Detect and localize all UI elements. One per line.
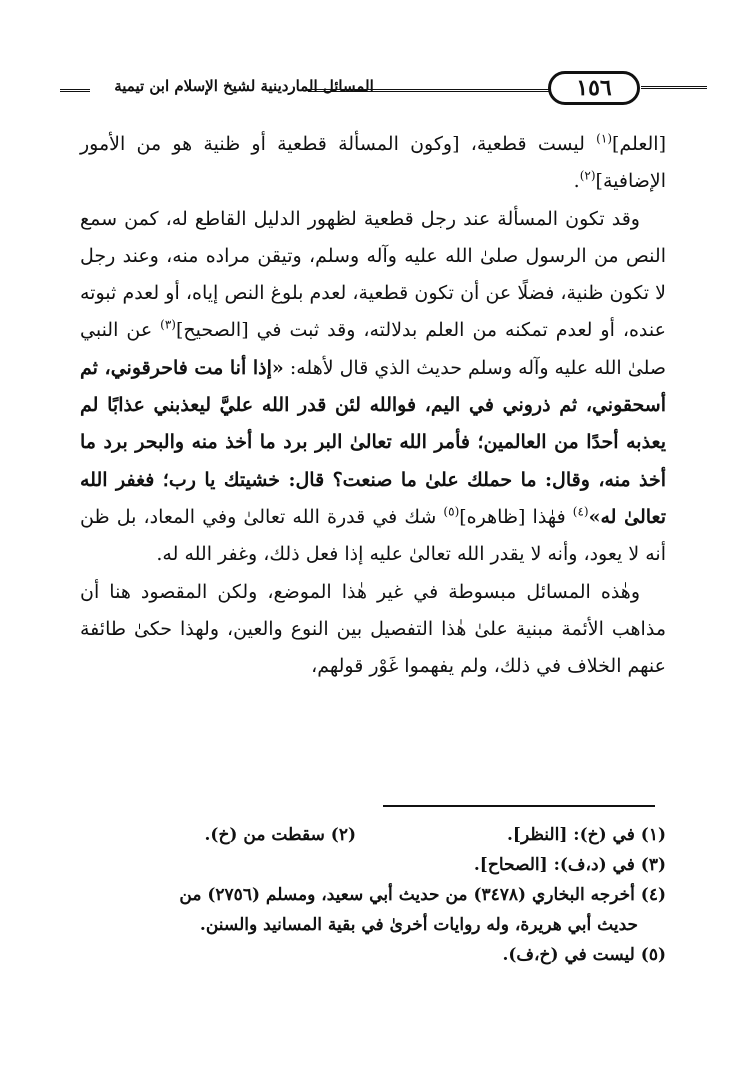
footnotes	[80, 820, 666, 970]
paragraph-2-text: وقد تكون المسألة عند رجل قطعية لظهور الدليل القاطع له، كمن سمع النص من الرسول صلىٰ الله عليه وآله وسلم، وتيقن مراده منه، وعند رجل لا تكون ظنية، فضلًا عن أن تكون قطعية، لعدم بلوغ النص إياه، أو لعدم ثبوته عنده، أو لعدم تمكنه من العلم بدلالته، وقد ثبت في [الصحيح]	[80, 207, 666, 342]
page-number: ١٥٦	[548, 71, 640, 105]
footnote-2: (٢) سقطت من (خ).	[204, 825, 356, 845]
footnote-ref-4: (٤)	[572, 504, 589, 519]
footnote-5: (٥) ليست في (خ،ف).	[502, 945, 666, 965]
footnote-4: (٤) أخرجه البخاري (٣٤٧٨) من حديث أبي سعيد، ومسلم (٢٧٥٦) من	[179, 885, 666, 905]
paragraph-2-end: شك في قدرة الله تعالىٰ وفي المعاد، بل ظن أنه لا يعود، وأنه لا يقدر الله تعالىٰ عليه إذا فعل ذلك، وغفر الله له.	[80, 505, 666, 566]
footnote-row-1-2	[80, 820, 666, 850]
paragraph-2	[80, 201, 666, 574]
paragraph-1	[80, 126, 666, 201]
paragraph-2-bracket: فهٰذا [ظاهره]	[459, 505, 573, 528]
paragraph-1-text: ليست قطعية، [وكون المسألة قطعية أو ظنية هو من الأمور الإضافية]	[80, 133, 666, 193]
footnote-3: (٣) في (د،ف): [الصحاح].	[473, 855, 666, 875]
paragraph-1-end: .	[573, 170, 580, 193]
footnote-1: (١) في (خ): [النظر].	[507, 825, 666, 845]
footnote-separator	[383, 805, 655, 807]
main-text	[80, 126, 666, 685]
running-header	[60, 70, 668, 110]
footnote-ref-3: (٣)	[160, 318, 176, 333]
footnote-4-continuation: حديث أبي هريرة، وله روايات أخرىٰ في بقية المسانيد والسنن.	[199, 915, 638, 935]
footnote-ref-5: (٥)	[443, 504, 460, 519]
footnote-ref-1: (١)	[596, 131, 612, 146]
paragraph-2-continuation: عن النبي صلىٰ الله عليه وآله وسلم حديث الذي قال لأهله:	[80, 319, 666, 379]
hadith-quote: «إذا أنا مت فاحرقوني، ثم أسحقوني، ثم ذروني في اليم، فوالله لئن قدر الله عليَّ ليعذبني عذابًا لم يعذبه أحدًا من العالمين؛ فأمر الله تعالىٰ البر برد ما أخذ منه والبحر برد ما أخذ منه، وقال: ما حملك علىٰ ما صنعت؟ قال: خشيتك يا رب؛ فغفر الله تعالىٰ له»	[80, 356, 666, 528]
header-rule-left	[60, 89, 90, 92]
bracket-term: [العلم]	[612, 133, 666, 155]
paragraph-3: وهٰذه المسائل مبسوطة في غير هٰذا الموضع، ولكن المقصود هنا أن مذاهب الأئمة مبنية علىٰ هٰذا التفصيل بين النوع والعين، ولهذا حكىٰ طائفة عنهم الخلاف في ذلك، ولم يفهموا غَوْر قولهم،	[80, 580, 666, 678]
header-title: المسائل الماردينية لشيخ الإسلام ابن تيمية	[114, 77, 374, 95]
footnote-ref-2: (٢)	[579, 168, 596, 183]
